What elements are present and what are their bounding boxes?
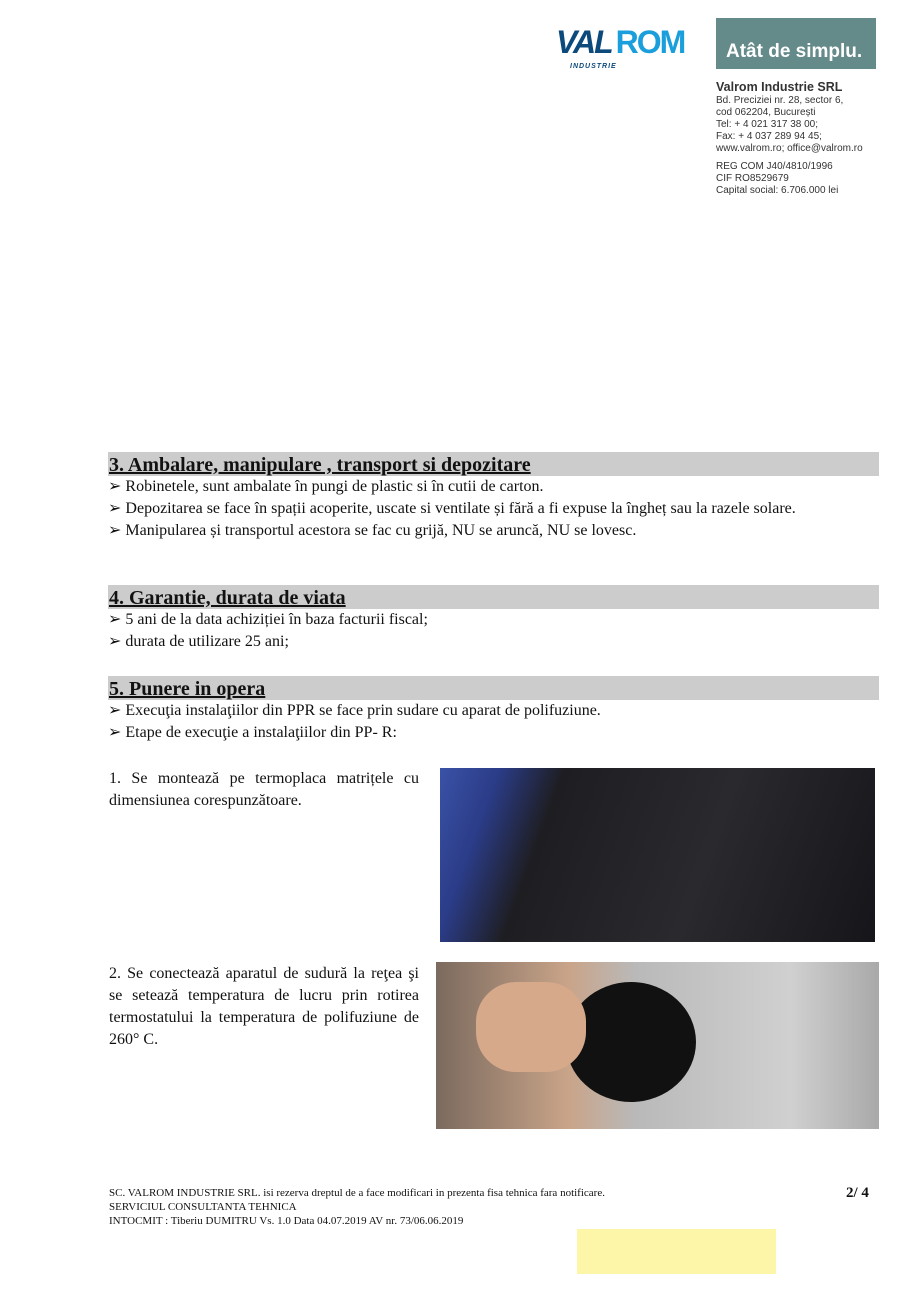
company-info — [716, 80, 863, 197]
list-item: ➢ 5 ani de la data achiziției în baza facturii fiscal; — [108, 611, 428, 628]
section-warranty — [108, 585, 879, 653]
web-email-line: www.valrom.ro; office@valrom.ro — [716, 143, 863, 154]
address-line: Bd. Preciziei nr. 28, sector 6, — [716, 95, 844, 106]
footer-author: INTOCMIT : Tiberiu DUMITRU Vs. 1.0 Data 04.07.2019 AV nr. 73/06.06.2019 — [109, 1215, 464, 1227]
fax-line: Fax: + 4 037 289 94 45; — [716, 131, 822, 142]
section-heading: 5. Punere in opera — [108, 676, 879, 700]
footer — [109, 1186, 605, 1228]
logo-val: VAL — [556, 24, 612, 60]
section-heading: 4. Garantie, durata de viata — [108, 585, 879, 609]
step-1-text: 1. Se montează pe termoplaca matrițele cu dimensiunea corespunzătoare. — [109, 770, 419, 809]
step-2-text: 2. Se conectează aparatul de sudură la reţea şi se setează temperatura de lucru prin rotirea termostatului la temperatura de polifuziune de 260° C. — [109, 965, 419, 1048]
logo-industrie: INDUSTRIE — [570, 63, 617, 70]
list-item: ➢ Robinetele, sunt ambalate în pungi de plastic si în cutii de carton. — [108, 478, 544, 495]
capital-line: Capital social: 6.706.000 lei — [716, 185, 839, 196]
address-line: cod 062204, București — [716, 107, 816, 118]
list-item: ➢ Depozitarea se face în spații acoperite, uscate si ventilate și fără a fi expuse la îngheț sau la razele solare. — [108, 500, 796, 517]
page-number: 2/ 4 — [846, 1185, 869, 1201]
list-item: ➢ Execuţia instalaţiilor din PPR se face prin sudare cu aparat de polifuziune. — [108, 702, 601, 719]
list-item: ➢ Manipularea și transportul acestora se fac cu grijă, NU se aruncă, NU se lovesc. — [108, 522, 637, 539]
cif-line: CIF RO8529679 — [716, 173, 789, 184]
list-item: ➢ Etape de execuţie a instalaţiilor din PP- R: — [108, 724, 397, 741]
highlight-box — [577, 1229, 776, 1274]
section-installation — [108, 676, 879, 744]
logo-wordmark — [556, 24, 708, 60]
list-item: ➢ durata de utilizare 25 ani; — [108, 633, 289, 650]
footer-department: SERVICIUL CONSULTANTA TEHNICA — [109, 1201, 297, 1213]
footer-disclaimer: SC. VALROM INDUSTRIE SRL. isi rezerva dreptul de a face modificari in prezenta fisa tehnica fara notificare. — [109, 1187, 605, 1199]
company-name: Valrom Industrie SRL — [716, 80, 843, 94]
hand-image — [476, 982, 586, 1072]
section-packaging — [108, 452, 879, 542]
valrom-logo — [556, 24, 708, 74]
logo-rom: ROM — [615, 24, 685, 60]
step-1-photo — [440, 768, 875, 942]
phone-line: Tel: + 4 021 317 38 00; — [716, 119, 819, 130]
thermostat-dial — [566, 982, 696, 1102]
reg-line: REG COM J40/4810/1996 — [716, 161, 833, 172]
slogan-banner: Atât de simplu. — [716, 18, 876, 69]
step-2-photo — [436, 962, 879, 1129]
section-heading: 3. Ambalare, manipulare , transport si depozitare — [108, 452, 879, 476]
